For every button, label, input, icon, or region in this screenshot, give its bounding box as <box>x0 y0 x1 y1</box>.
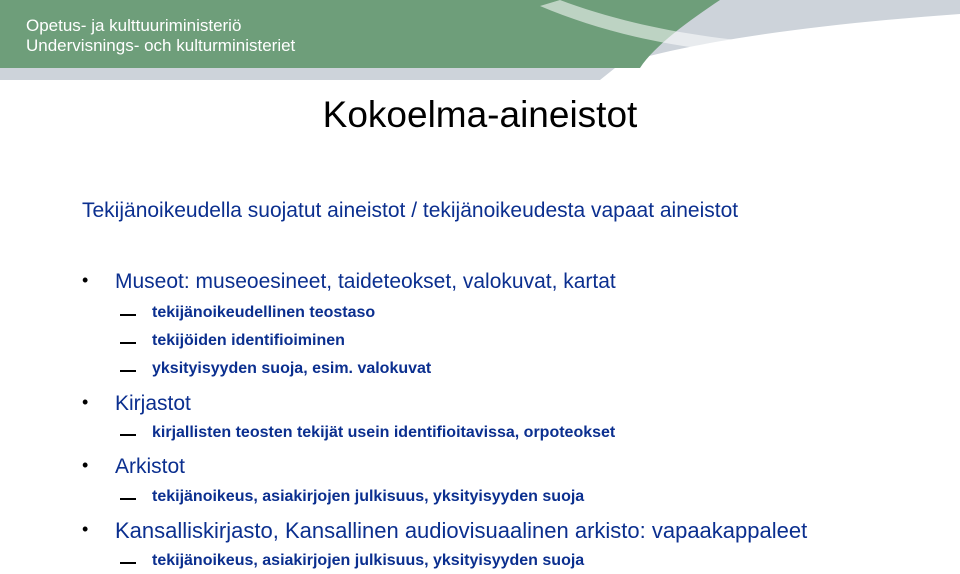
bullet-mark: • <box>82 455 89 475</box>
bullet-mark: • <box>82 519 89 539</box>
slide-title: Kokoelma-aineistot <box>322 94 638 135</box>
sub-item: tekijänoikeudellinen teostaso <box>152 304 376 321</box>
bullet-mark: • <box>82 270 89 290</box>
sub-item: yksityisyyden suoja, esim. valokuvat <box>152 360 432 377</box>
section-heading-arkistot: Arkistot <box>115 455 186 478</box>
dash-mark <box>120 434 136 436</box>
sub-item: tekijänoikeus, asiakirjojen julkisuus, yksityisyyden suoja <box>152 552 585 569</box>
sub-item: tekijänoikeus, asiakirjojen julkisuus, yksityisyyden suoja <box>152 488 585 505</box>
sub-item: tekijöiden identifioiminen <box>152 332 345 349</box>
dash-mark <box>120 342 136 344</box>
section-heading-kansalliskirjasto: Kansalliskirjasto, Kansallinen audiovisuaalinen arkisto: vapaakappaleet <box>115 518 808 543</box>
ministry-banner <box>0 0 960 80</box>
dash-mark <box>120 498 136 500</box>
dash-mark <box>120 370 136 372</box>
slide-subtitle: Tekijänoikeudella suojatut aineistot / tekijänoikeudesta vapaat aineistot <box>82 199 739 222</box>
section-heading-museot: Museot: museoesineet, taideteokset, valokuvat, kartat <box>115 270 616 293</box>
ministry-name-swedish: Undervisnings- och kulturministeriet <box>26 36 296 55</box>
dash-mark <box>120 314 136 316</box>
section-heading-kirjastot: Kirjastot <box>115 392 191 415</box>
dash-mark <box>120 562 136 564</box>
sub-item: kirjallisten teosten tekijät usein identifioitavissa, orpoteokset <box>152 424 616 441</box>
ministry-name-finnish: Opetus- ja kulttuuriministeriö <box>26 16 242 35</box>
bullet-mark: • <box>82 392 89 412</box>
